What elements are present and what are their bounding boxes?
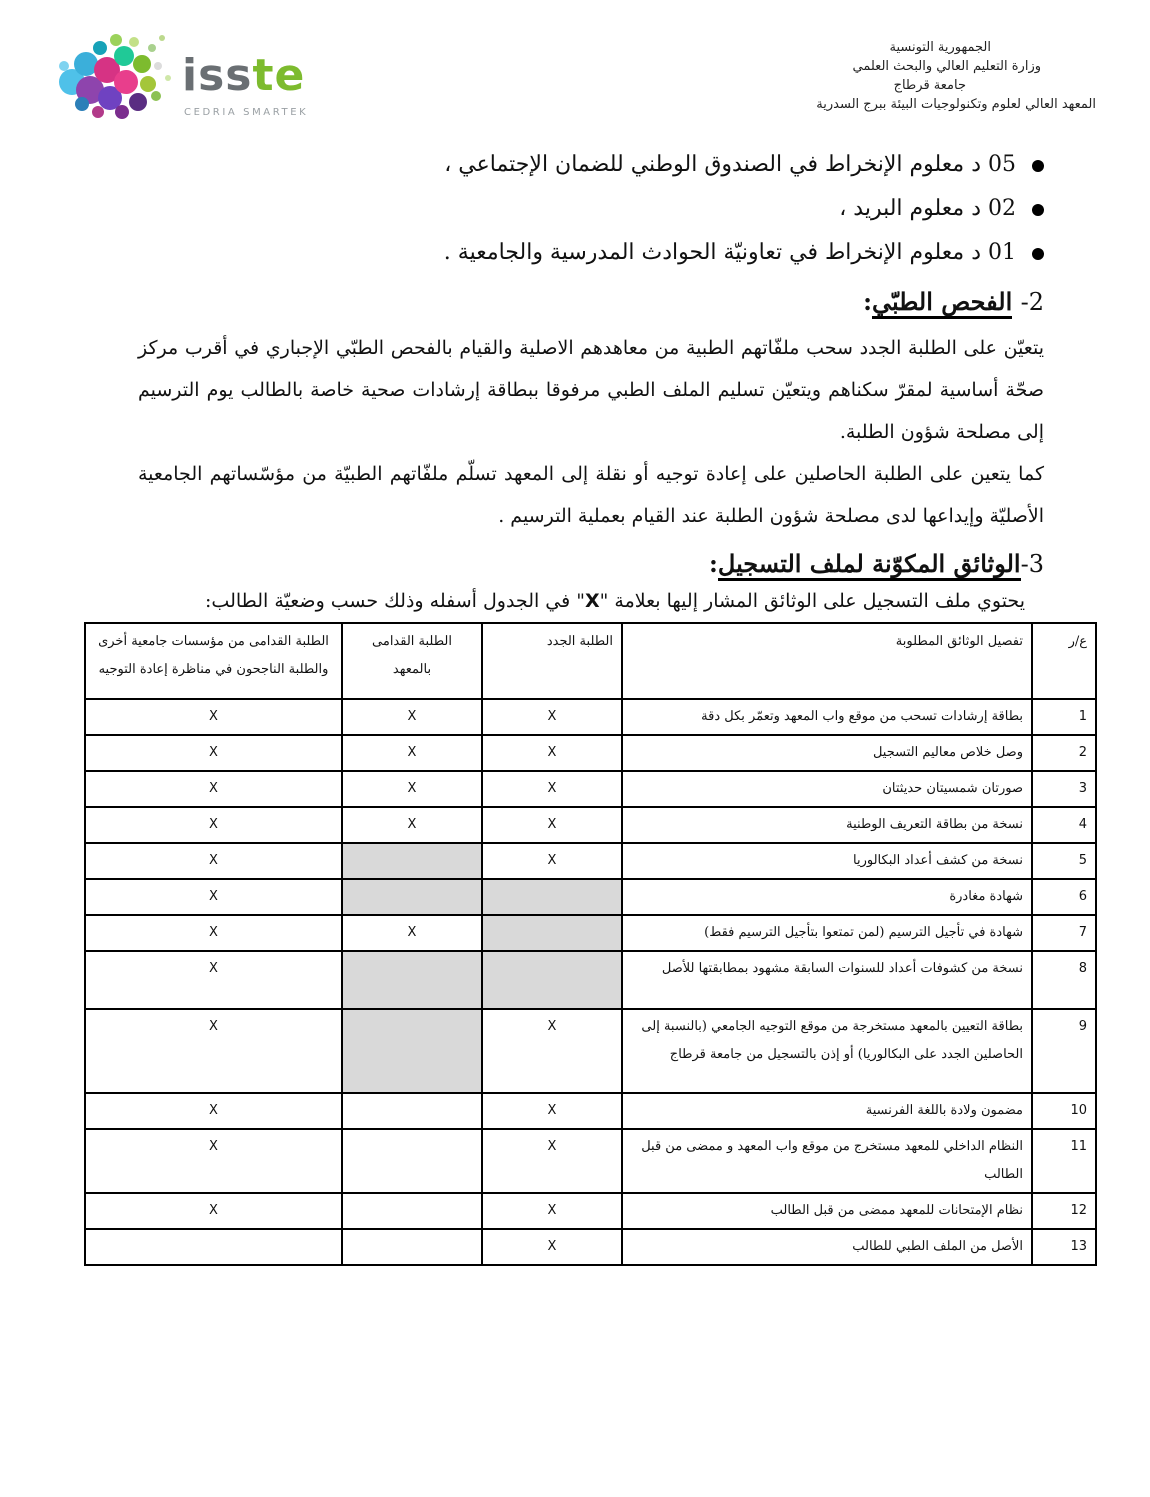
required-documents-table bbox=[84, 622, 1097, 1266]
table-row: 12 نظام الإمتحانات للمعهد ممضى من قبل الطالب X X bbox=[85, 1193, 1096, 1229]
document-cell: الأصل من الملف الطبي للطالب bbox=[622, 1229, 1032, 1265]
table-row: 4 نسخة من بطاقة التعريف الوطنية X X X bbox=[85, 807, 1096, 843]
shaded-cell bbox=[342, 879, 482, 915]
shaded-cell bbox=[482, 879, 622, 915]
section-3-title: 3-الوثائق المكوّنة لملف التسجيل: bbox=[138, 539, 1044, 589]
table-header-row bbox=[85, 623, 1096, 699]
table-row: 7 شهادة في تأجيل الترسيم (لمن تمتعوا بتأجيل الترسيم فقط) X X bbox=[85, 915, 1096, 951]
document-cell: بطاقة إرشادات تسحب من موقع واب المعهد وتعمّر بكل دقة bbox=[622, 699, 1032, 735]
table-row: 10 مضمون ولادة باللغة الفرنسية X X bbox=[85, 1093, 1096, 1129]
header-returning-students: الطلبة القدامى بالمعهد bbox=[342, 623, 482, 699]
shaded-cell bbox=[342, 1009, 482, 1093]
document-cell: نسخة من بطاقة التعريف الوطنية bbox=[622, 807, 1032, 843]
document-body bbox=[138, 145, 1044, 589]
fee-item: 01 د معلوم الإنخراط في تعاونيّة الحوادث المدرسية والجامعية . bbox=[138, 233, 1044, 277]
header-new-students: الطلبة الجدد bbox=[482, 623, 622, 699]
header-transfer-students: الطلبة القدامى من مؤسسات جامعية أخرى والطلبة الناجحون في مناظرة إعادة التوجيه bbox=[85, 623, 342, 699]
table-row: 8 نسخة من كشوفات أعداد للسنوات السابقة مشهود بمطابقتها للأصل X bbox=[85, 951, 1096, 1009]
shaded-cell bbox=[482, 915, 622, 951]
table-row: 11 النظام الداخلي للمعهد مستخرج من موقع واب المعهد و ممضى من قبل الطالب X X bbox=[85, 1129, 1096, 1193]
bullet-icon bbox=[1032, 160, 1044, 172]
bullet-icon bbox=[1032, 248, 1044, 260]
document-cell: شهادة في تأجيل الترسيم (لمن تمتعوا بتأجيل الترسيم فقط) bbox=[622, 915, 1032, 951]
document-cell: مضمون ولادة باللغة الفرنسية bbox=[622, 1093, 1032, 1129]
table-row: 5 نسخة من كشف أعداد البكالوريا X X bbox=[85, 843, 1096, 879]
table-row: 3 صورتان شمسيتان حديثتان X X X bbox=[85, 771, 1096, 807]
fee-item: 05 د معلوم الإنخراط في الصندوق الوطني للضمان الإجتماعي ، bbox=[138, 145, 1044, 189]
section-2-title: 2- الفحص الطبّي: bbox=[138, 277, 1044, 327]
table-row: 2 وصل خلاص معاليم التسجيل X X X bbox=[85, 735, 1096, 771]
bullet-icon bbox=[1032, 204, 1044, 216]
header-ministry: وزارة التعليم العالي والبحث العلمي bbox=[852, 59, 1041, 74]
logo-wordmark: isste bbox=[182, 50, 306, 101]
header-institute: المعهد العالي لعلوم وتكنولوجيات البيئة ببرج السدرية bbox=[816, 97, 1096, 112]
header-country: الجمهورية التونسية bbox=[889, 40, 991, 55]
document-cell: بطاقة التعيين بالمعهد مستخرجة من موقع التوجيه الجامعي (بالنسبة إلى الحاصلين الجدد على البكالوريا) أو إذن بالتسجيل من جامعة قرطاج bbox=[622, 1009, 1032, 1093]
fee-item: 02 د معلوم البريد ، bbox=[138, 189, 1044, 233]
table-row: 1 بطاقة إرشادات تسحب من موقع واب المعهد وتعمّر بكل دقة X X X bbox=[85, 699, 1096, 735]
fees-list bbox=[138, 145, 1044, 277]
shaded-cell bbox=[342, 951, 482, 1009]
section-3-intro: يحتوي ملف التسجيل على الوثائق المشار إليها بعلامة "X" في الجدول أسفله وذلك حسب وضعيّة الطالب: bbox=[205, 590, 1025, 612]
document-cell: شهادة مغادرة bbox=[622, 879, 1032, 915]
brain-logo-icon bbox=[52, 20, 177, 130]
section-2-paragraph-1: يتعيّن على الطلبة الجدد سحب ملفّاتهم الطبية من معاهدهم الاصلية والقيام بالفحص الطبّي الإجباري في أقرب مركز صحّة أساسية لمقرّ سكناهم ويتعيّن تسليم الملف الطبي مرفوقا ببطاقة إرشادات صحية خاصة بالطالب يوم الترسيم إلى مصلحة شؤون الطلبة. bbox=[138, 337, 1044, 443]
institute-logo bbox=[52, 20, 352, 130]
table-row: 9 بطاقة التعيين بالمعهد مستخرجة من موقع التوجيه الجامعي (بالنسبة إلى الحاصلين الجدد على البكالوريا) أو إذن بالتسجيل من جامعة قرطاج X X bbox=[85, 1009, 1096, 1093]
document-cell: نسخة من كشف أعداد البكالوريا bbox=[622, 843, 1032, 879]
table-row: 13 الأصل من الملف الطبي للطالب X bbox=[85, 1229, 1096, 1265]
document-cell: صورتان شمسيتان حديثتان bbox=[622, 771, 1032, 807]
document-cell: النظام الداخلي للمعهد مستخرج من موقع واب المعهد و ممضى من قبل الطالب bbox=[622, 1129, 1032, 1193]
header-university: جامعة قرطاج bbox=[893, 78, 966, 93]
shaded-cell bbox=[342, 843, 482, 879]
header-documents: تفصيل الوثائق المطلوبة bbox=[622, 623, 1032, 699]
ministry-header bbox=[676, 38, 1096, 114]
table-row: 6 شهادة مغادرة X bbox=[85, 879, 1096, 915]
document-cell: نظام الإمتحانات للمعهد ممضى من قبل الطالب bbox=[622, 1193, 1032, 1229]
section-2-paragraph-2: كما يتعين على الطلبة الحاصلين على إعادة توجيه أو نقلة إلى المعهد تسلّم ملفّاتهم الطبيّة من مؤسّساتهم الجامعية الأصليّة وإيداعها لدى مصلحة شؤون الطلبة عند القيام بعملية الترسيم . bbox=[138, 463, 1044, 527]
document-cell: نسخة من كشوفات أعداد للسنوات السابقة مشهود بمطابقتها للأصل bbox=[622, 951, 1032, 1009]
shaded-cell bbox=[482, 951, 622, 1009]
header-num: ع/ر bbox=[1032, 623, 1096, 699]
logo-subtitle: CEDRIA SMARTEK bbox=[184, 107, 309, 118]
document-cell: وصل خلاص معاليم التسجيل bbox=[622, 735, 1032, 771]
